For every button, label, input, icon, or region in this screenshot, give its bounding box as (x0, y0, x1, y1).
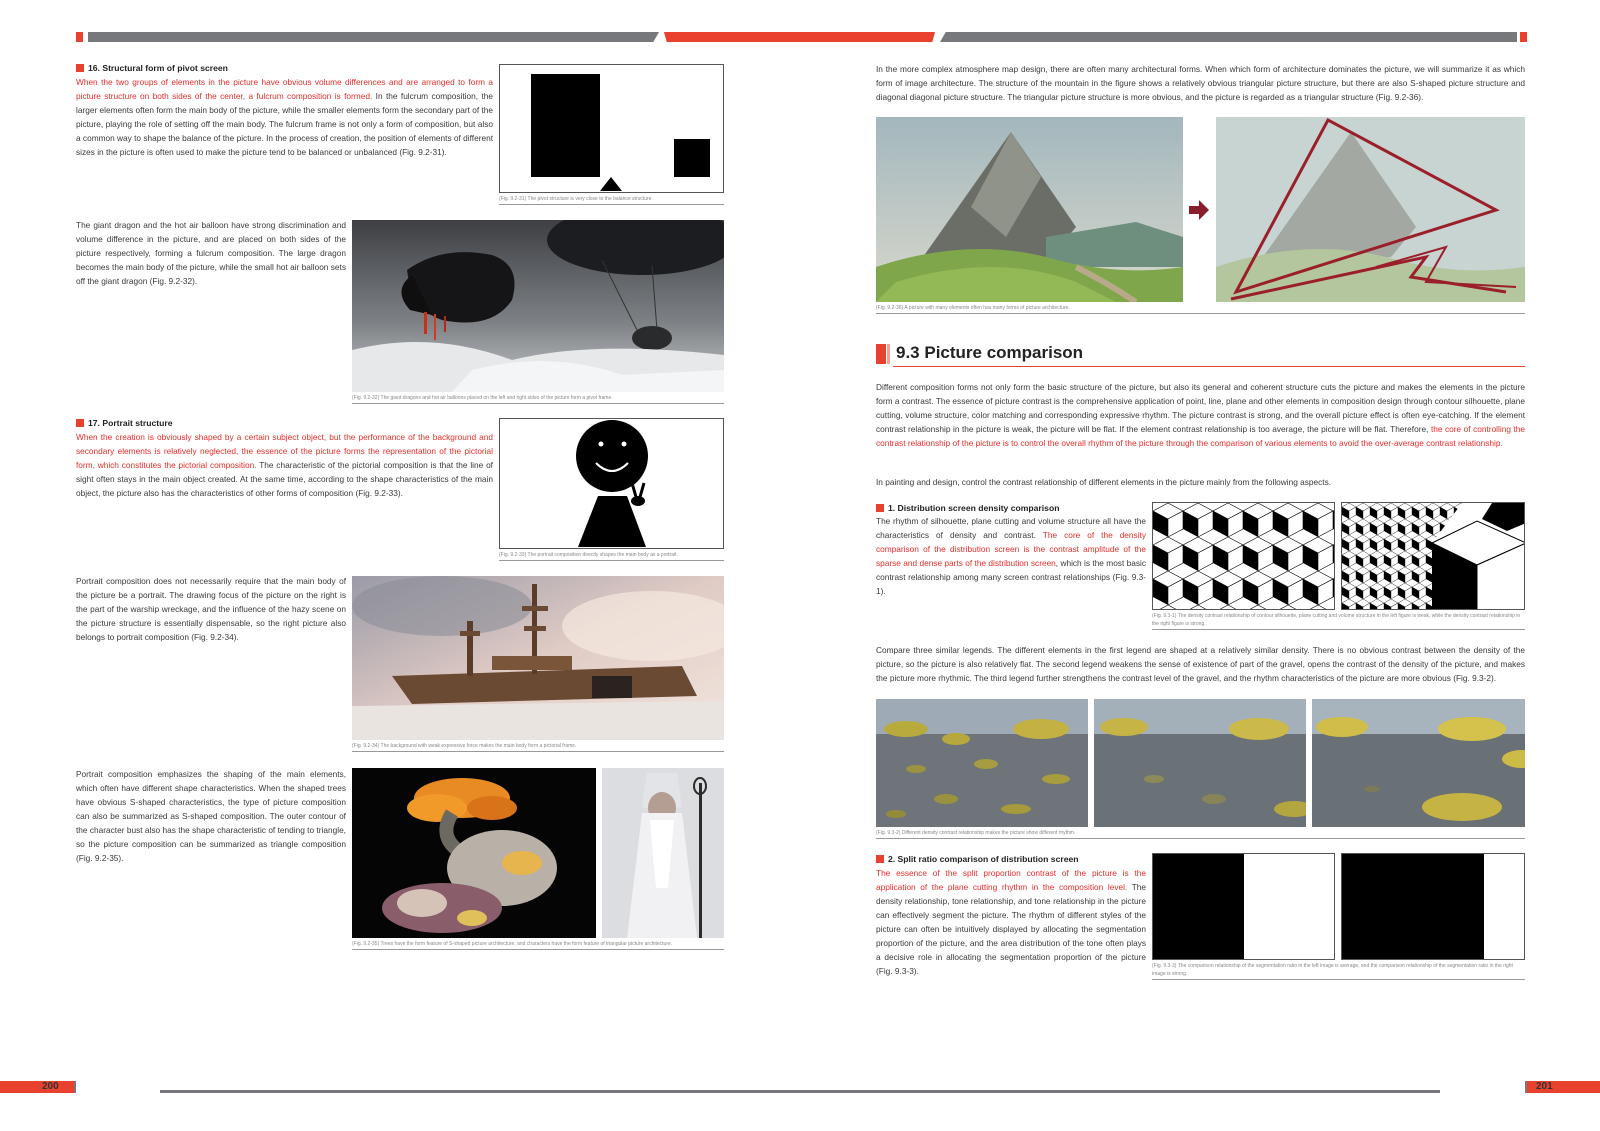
split-ratio-even (1152, 853, 1335, 960)
contrast-paragraph: Different composition forms not only form the basic structure of the picture, but also its general and coherent structure cuts the picture and makes the elements in the picture form a contrast. The essence of picture contrast is the comprehensive application of point, line, plane and other elements in composition design through contour silhouette, plane cutting, volume structure, color matching and corresponding expressive rhythm. The picture contrast is strong, and the overall picture effect is often eye-catching. If the element contrast relationship in the picture is weak, the picture will be flat. If the element contrast relationship is too average, the picture will be flat. Therefore, the core of controlling the contrast relationship of the picture is to control the overall rhythm of the picture through the comparison of various elements to avoid the over-average contrast relationship. (876, 382, 1525, 448)
arrow-right-icon (1189, 200, 1211, 225)
aspects-paragraph: In painting and design, control the contrast relationship of different elements in the picture mainly from the following aspects. (876, 477, 1332, 487)
gravel-image-3 (1312, 699, 1525, 827)
bullet-square-icon (76, 64, 84, 72)
fig-9-2-32-caption: (Fig. 9.2-32) The giant dragons and hot air balloons placed on the left and right sides of the picture form a pivot frame. (352, 394, 724, 404)
gravel-image-2 (1094, 699, 1306, 827)
wizard-image (602, 768, 724, 938)
dragon-image (352, 220, 724, 392)
split-ratio-strong (1341, 853, 1525, 960)
section-title: 9.3 Picture comparison (896, 343, 1084, 362)
warship-image (352, 576, 724, 740)
large-block (531, 74, 600, 177)
fig-9-3-1-caption: (Fig. 9.3-1) The density contrast relationship of contour silhouette, plane cutting and volume structure in the left figure is weak, while the density contrast relationship in the right figure is strong. (1152, 612, 1525, 630)
footer-accent-left (0, 1081, 74, 1093)
portrait-figure (499, 418, 724, 549)
fig-9-2-35-caption: (Fig. 9.2-35) Trees have the form feature of S-shaped picture architecture, and characters have the form feature of triangular picture architecture. (352, 940, 724, 950)
section-17-heading: 17. Portrait structure (76, 417, 346, 429)
dragon-paragraph: The giant dragon and the hot air balloon have strong discrimination and volume difference in the picture, and are placed on both sides of the picture respectively, forming a fulcrum composition. The large dragon becomes the main body of the picture, while the small hot air balloon sets off the giant dragon (Fig. 9.2-32). (76, 220, 346, 286)
split-ratio-heading: 2. Split ratio comparison of distribution screen (876, 853, 1146, 865)
fig-9-3-2-caption: (Fig. 9.3-2) Different density contrast relationship makes the picture show different rhythm. (876, 829, 1525, 839)
pivot-diagram (500, 65, 723, 192)
top-accent-right (1520, 32, 1527, 42)
fig-9-2-34-caption: (Fig. 9.2-34) The background with weak expressive force makes the main body form a pictorial frame. (352, 742, 724, 752)
smiley-figure-diagram (500, 419, 723, 548)
right-intro-paragraph: In the more complex atmosphere map design, there are often many architectural forms. When which form of architecture dominates the picture, we will summarize it as which form of image architecture. The structure of the mountain in the figure shows a relatively obvious triangular picture structure, but there are also S-shaped picture structure and diagonal diagonal picture structure. The triangular picture structure is more obvious, and the picture is regarded as a triangular structure (Fig. 9.2-36). (876, 64, 1525, 102)
split-ratio-text: The essence of the split proportion contrast of the picture is the application of the plane cutting rhythm in the composition level. The density relationship, tone relationship, and tone relationship in the picture can effectively segment the picture. The rhythm of different styles of the picture can often be intuitively displayed by allocating the segmentation proportion of the picture, and the area distribution of the tone often plays a decisive role in allocating the segmentation proportion of the picture (Fig. 9.3-3). (876, 868, 1146, 976)
small-block (674, 139, 710, 177)
section-17-text: When the creation is obviously shaped by a certain subject object, but the performance of the background and secondary elements is relatively neglected, the essence of the picture forms the representation of the pictorial form, which constitutes the pictorial composition. The characteristic of the pictorial composition is that the line of sight often stays in the main object created. At the same time, according to the shape characteristics of the main object, the picture also has the characteristics of other forms of composition (Fig. 9.2-33). (76, 432, 493, 498)
page-number-right: 201 (1536, 1081, 1553, 1092)
top-accent-left (76, 32, 83, 42)
top-bar-center (664, 32, 935, 42)
bullet-square-icon (76, 419, 84, 427)
compare-paragraph: Compare three similar legends. The different elements in the first legend are shaped at a relatively similar density. There is no obvious contrast between the density of the picture, so the picture is also relatively flat. The second legend weakens the sense of existence of part of the gravel, opens the contrast of the density of the picture, and makes the picture more rhythmic. The third legend further strengthens the contrast level of the gravel, and the rhythm characteristics of the picture are more obvious (Fig. 9.3-2). (876, 645, 1525, 683)
fig-9-2-36-caption: (Fig. 9.2-36) A picture with many elements often has many forms of picture architecture. (876, 304, 1525, 314)
trees-paragraph: Portrait composition emphasizes the shaping of the main elements, which often have different shape characteristics. When the shaped trees have obvious S-shaped characteristics, the type of picture composition can also be summarized as S-shaped composition. The outer contour of the character bust also has the shape characteristic of tending to triangle, so the picture composition can be summarized as triangle composition (Fig. 9.2-35). (76, 769, 346, 863)
density-text: The rhythm of silhouette, plane cutting and volume structure all have the characteristics of density and contrast. The core of the density comparison of the distribution screen is the contrast amplitude of the sparse and dense parts of the distribution screen, which is the most basic contrast relationship among many screen contrast relationships (Fig. 9.3-1). (876, 516, 1146, 596)
tree-image (352, 768, 596, 938)
pivot-figure (499, 64, 724, 193)
density-cube-pattern-contrast (1341, 502, 1525, 610)
section-title-underline (893, 366, 1525, 367)
section-title-marker (876, 344, 886, 364)
bullet-square-icon (876, 855, 884, 863)
page-number-left: 200 (42, 1081, 59, 1092)
fulcrum-triangle (600, 177, 622, 191)
density-cube-pattern-even (1152, 502, 1335, 610)
mountain-structure-image (1216, 117, 1525, 302)
ship-paragraph: Portrait composition does not necessarily require that the main body of the picture be a portrait. The drawing focus of the picture on the right is the part of the warship wreckage, and the influence of the hazy scene on the picture structure is essentially dispensable, so the right picture also belongs to portrait composition (Fig. 9.2-34). (76, 576, 346, 642)
smiley-head (576, 420, 648, 492)
gravel-image-1 (876, 699, 1088, 827)
bullet-square-icon (876, 504, 884, 512)
fig-9-2-31-caption: (Fig. 9.2-31) The pivot structure is very close to the balance structure. (499, 195, 724, 205)
footer-rule (160, 1090, 1440, 1093)
section-16-heading: 16. Structural form of pivot screen (76, 62, 346, 74)
top-bar-right (940, 32, 1517, 42)
density-heading: 1. Distribution screen density comparison (876, 502, 1146, 514)
mountain-image (876, 117, 1183, 302)
fig-9-3-3-caption: (Fig. 9.3-3) The comparison relationship of the segmentation ratio in the left image is average, and the comparison relationship of the segmentation ratio in the right image is strong. (1152, 962, 1525, 980)
fig-9-2-33-caption: (Fig. 9.2-33) The portrait composition directly shapes the main body as a portrait. (499, 551, 724, 561)
section-16-text: When the two groups of elements in the picture have obvious volume differences and are arranged to form a picture structure on both sides of the center, a fulcrum composition is formed. In the fulcrum composition, the larger elements often form the main body of the picture, while the smaller elements form the secondary part of the picture, playing the role of setting off the main body. The fulcrum frame is not only a form of composition, but also a common way to shape the balance of the picture. In the process of creation, the position of elements of different sizes in the picture is often used to make the picture tend to be balanced or unbalanced (Fig. 9.2-31). (76, 77, 493, 157)
top-bar-left (88, 32, 659, 42)
